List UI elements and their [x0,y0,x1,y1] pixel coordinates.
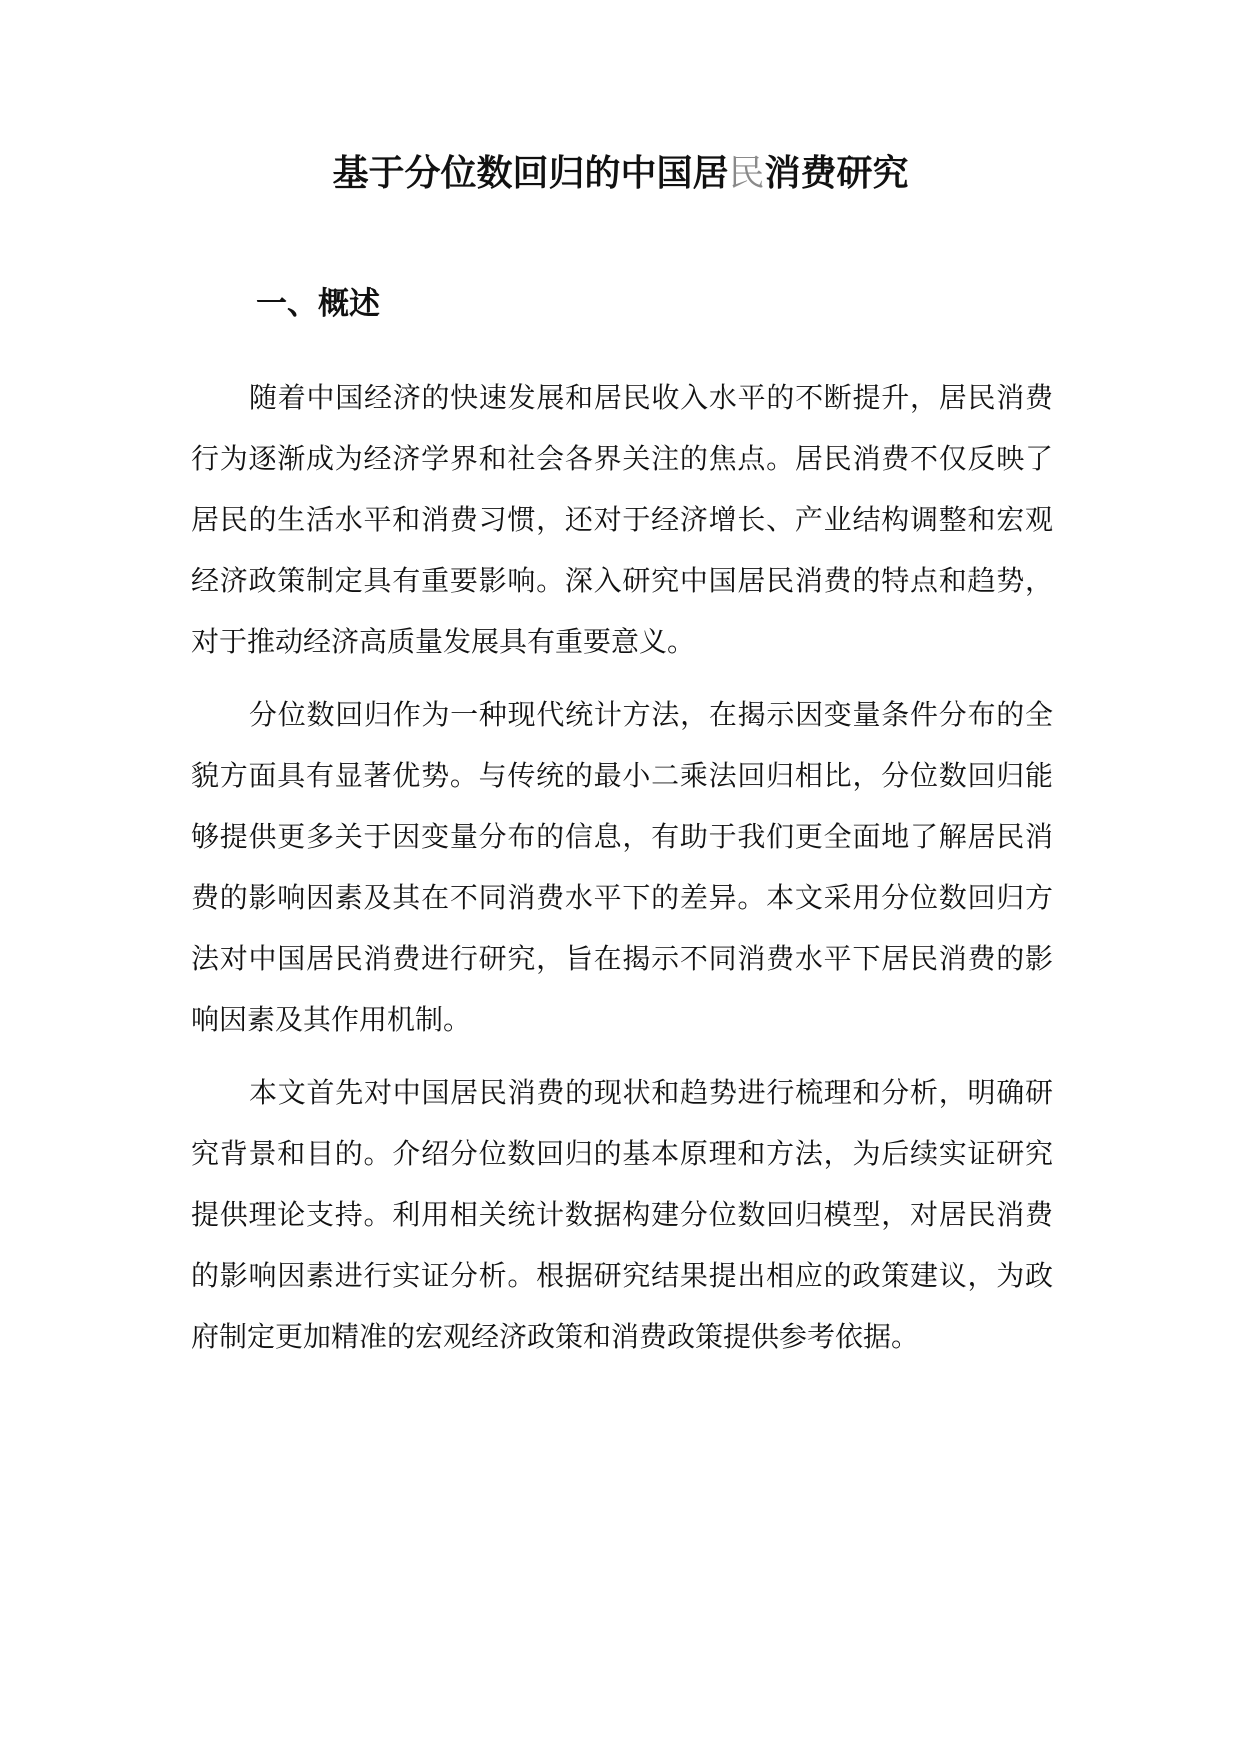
title-text-start: 基于分位数回归的中国居 [332,153,729,194]
page-title [0,150,1241,198]
title-text-highlight: 民 [728,153,765,194]
paragraph-1: 随着中国经济的快速发展和居民收入水平的不断提升，居民消费行为逐渐成为经济学界和社会各界关注的焦点。居民消费不仅反映了居民的生活水平和消费习惯，还对于经济增长、产业结构调整和宏观经济政策制定具有重要影响。深入研究中国居民消费的特点和趋势，对于推动经济高质量发展具有重要意义。 [191,381,1053,658]
paragraph-2: 分位数回归作为一种现代统计方法，在揭示因变量条件分布的全貌方面具有显著优势。与传统的最小二乘法回归相比，分位数回归能够提供更多关于因变量分布的信息，有助于我们更全面地了解居民消费的影响因素及其在不同消费水平下的差异。本文采用分位数回归方法对中国居民消费进行研究，旨在揭示不同消费水平下居民消费的影响因素及其作用机制。 [191,698,1053,1036]
paragraph-3: 本文首先对中国居民消费的现状和趋势进行梳理和分析，明确研究背景和目的。介绍分位数回归的基本原理和方法，为后续实证研究提供理论支持。利用相关统计数据构建分位数回归模型，对居民消费的影响因素进行实证分析。根据研究结果提出相应的政策建议，为政府制定更加精准的宏观经济政策和消费政策提供参考依据。 [191,1076,1053,1353]
body-text [191,367,1053,1367]
title-text-end: 消费研究 [764,153,909,194]
section-heading: 一、概述 [256,286,380,322]
